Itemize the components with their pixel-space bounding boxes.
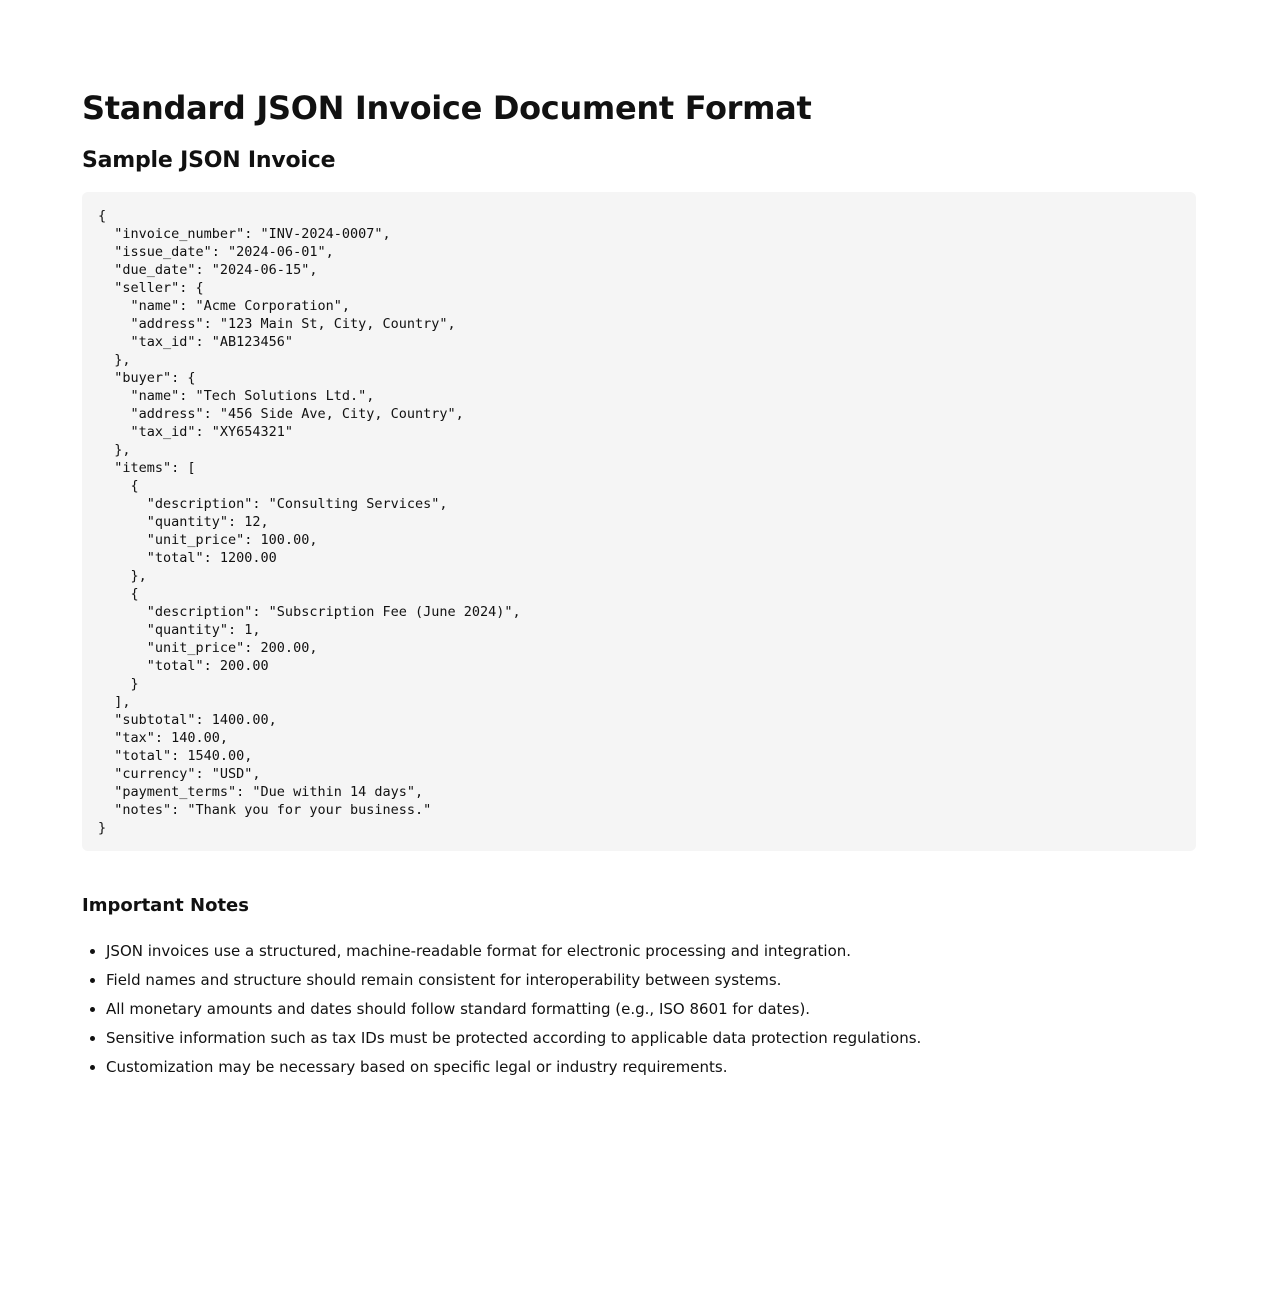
json-code-block: { "invoice_number": "INV-2024-0007", "issue_date": "2024-06-01", "due_date": "2024-06-15", "seller": { "name": "Acme Corporation", "address": "123 Main St, City, Country", "tax_id": "AB123456" }, "buyer": { "name": "Tech Solutions Ltd.", "address": "456 Side Ave, City, Country", "tax_id": "XY654321" }, "items": [ { "description": "Consulting Services", "quantity": 12, "unit_price": 100.00, "total": 1200.00 }, { "description": "Subscription Fee (June 2024)", "quantity": 1, "unit_price": 200.00, "total": 200.00 } ], "subtotal": 1400.00, "tax": 140.00, "total": 1540.00, "currency": "USD", "payment_terms": "Due within 14 days", "notes": "Thank you for your business." } [82,192,1196,851]
note-item: • Sensitive information such as tax IDs must be protected according to applicable data protection regulations. [106,1028,1196,1048]
section-heading-sample: Sample JSON Invoice [82,148,336,173]
note-item: • JSON invoices use a structured, machine-readable format for electronic processing and integration. [106,941,1196,961]
note-item: • Field names and structure should remain consistent for interoperability between systems. [106,970,1196,990]
page-title: Standard JSON Invoice Document Format [82,89,812,127]
notes-heading: Important Notes [82,895,249,916]
notes-list [82,941,1196,1077]
note-item: • All monetary amounts and dates should follow standard formatting (e.g., ISO 8601 for dates). [106,999,1196,1019]
note-item: • Customization may be necessary based on specific legal or industry requirements. [106,1057,1196,1077]
